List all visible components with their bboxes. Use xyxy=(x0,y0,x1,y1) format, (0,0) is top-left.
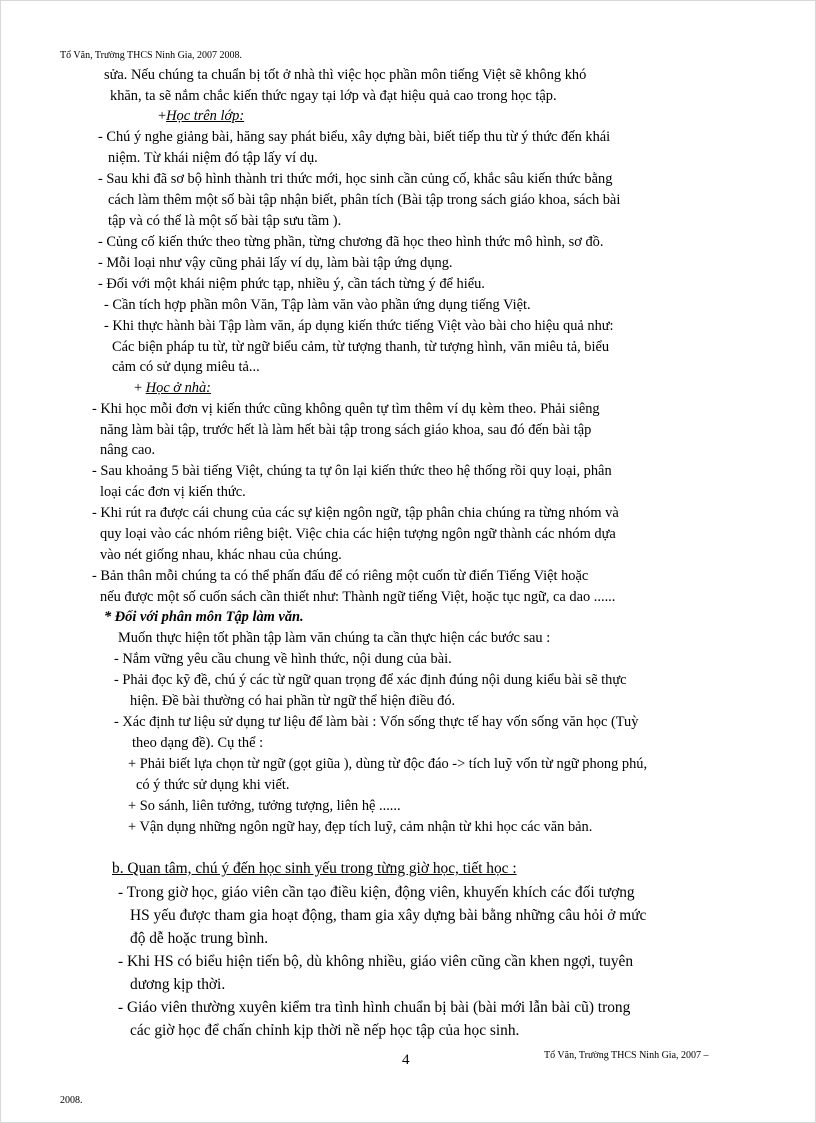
text-line: cách làm thêm một số bài tập nhận biết, phân tích (Bài tập trong sách giáo khoa, sách bài xyxy=(108,192,621,208)
text-line: Các biện pháp tu từ, từ ngữ biểu cảm, từ tượng thanh, từ tượng hình, văn miêu tả, biểu xyxy=(112,339,610,355)
text-line: có ý thức sử dụng khi viết. xyxy=(136,777,290,793)
text-line: - Củng cố kiến thức theo từng phần, từng chương đã học theo hình thức mô hình, sơ đồ. xyxy=(98,234,604,250)
footer-text: Tổ Văn, Trường THCS Ninh Gia, 2007 – xyxy=(544,1050,709,1061)
text-line: Muốn thực hiện tốt phần tập làm văn chúng ta cần thực hiện các bước sau : xyxy=(118,630,551,646)
text-line: - Khi HS có biểu hiện tiến bộ, dù không nhiều, giáo viên cũng cần khen ngợi, tuyên xyxy=(118,953,634,970)
text-line: theo dạng đề). Cụ thể : xyxy=(132,735,264,751)
text-line: quy loại vào các nhóm riêng biệt. Việc chia các hiện tượng ngôn ngữ thành các nhóm dựa xyxy=(100,526,616,542)
text-line: loại các đơn vị kiến thức. xyxy=(100,484,246,500)
text-line: hiện. Đề bài thường có hai phần từ ngữ thể hiện điều đó. xyxy=(130,693,456,709)
text-line: tập và có thể là một số bài tập sưu tầm ). xyxy=(108,213,342,229)
text-line: - Sau khoảng 5 bài tiếng Việt, chúng ta tự ôn lại kiến thức theo hệ thống rồi quy loại, phân xyxy=(92,463,612,479)
text-line: khăn, ta sẽ nắm chắc kiến thức ngay tại lớp và đạt hiệu quả cao trong học tập. xyxy=(110,88,557,104)
text-line: - Phải đọc kỹ đề, chú ý các từ ngữ quan trọng để xác định đúng nội dung kiểu bài sẽ thực xyxy=(114,672,627,688)
text-line: nếu được một số cuốn sách cần thiết như: Thành ngữ tiếng Việt, hoặc tục ngữ, ca dao ...... xyxy=(100,589,616,605)
text-line: + So sánh, liên tưởng, tưởng tượng, liên hệ ...... xyxy=(128,798,401,814)
text-line: HS yếu được tham gia hoạt động, tham gia xây dựng bài bằng những câu hỏi ở mức xyxy=(130,907,647,924)
text-line: - Khi học mỗi đơn vị kiến thức cũng không quên tự tìm thêm ví dụ kèm theo. Phải siêng xyxy=(92,401,600,417)
text-line: sửa. Nếu chúng ta chuẩn bị tốt ở nhà thì việc học phần môn tiếng Việt sẽ không khó xyxy=(104,67,587,83)
text-line: - Mỗi loại như vậy cũng phải lấy ví dụ, làm bài tập ứng dụng. xyxy=(98,255,453,271)
text-line: - Sau khi đã sơ bộ hình thành tri thức mới, học sinh cần củng cố, khắc sâu kiến thức bằng xyxy=(98,171,613,187)
text-line: năng làm bài tập, trước hết là làm hết bài tập trong sách giáo khoa, sau đó đến bài tập xyxy=(100,422,592,438)
section-heading-hoc-o-nha: Học ở nhà: xyxy=(145,380,211,396)
section-heading-hoc-tren-lop: Học trên lớp: xyxy=(166,108,245,124)
text-line: các giờ học để chấn chỉnh kịp thời nề nếp học tập của học sinh. xyxy=(130,1022,520,1039)
text-line: + Vận dụng những ngôn ngữ hay, đẹp tích luỹ, cảm nhận từ khi học các văn bản. xyxy=(128,819,593,835)
text-line: - Khi thực hành bài Tập làm văn, áp dụng kiến thức tiếng Việt vào bài cho hiệu quả như: xyxy=(104,318,614,334)
text-line: cảm có sử dụng miêu tả... xyxy=(112,359,260,375)
text-line: - Nắm vững yêu cầu chung về hình thức, nội dung của bài. xyxy=(114,651,452,667)
text-line: nâng cao. xyxy=(100,442,156,458)
text-line: - Cần tích hợp phần môn Văn, Tập làm văn vào phần ứng dụng tiếng Việt. xyxy=(104,297,531,313)
text-line: - Đối với một khái niệm phức tạp, nhiều ý, cần tách từng ý để hiểu. xyxy=(98,276,485,292)
text-line: dương kịp thời. xyxy=(130,976,226,993)
page-header: Tổ Văn, Trường THCS Ninh Gia, 2007 2008. xyxy=(60,50,243,61)
page-number: 4 xyxy=(402,1052,410,1068)
text-line: - Chú ý nghe giảng bài, hăng say phát biểu, xây dựng bài, biết tiếp thu từ ý thức đến khái xyxy=(98,129,611,145)
text-line: niệm. Từ khái niệm đó tập lấy ví dụ. xyxy=(108,150,318,166)
text-line: - Xác định tư liệu sử dụng tư liệu để làm bài : Vốn sống thực tế hay vốn sống văn học (Tuỳ xyxy=(114,714,639,730)
text-line: độ dễ hoặc trung bình. xyxy=(130,930,269,947)
section-heading-tap-lam-van: * Đối với phân môn Tập làm văn. xyxy=(104,609,304,625)
footer-text-continued: 2008. xyxy=(60,1095,83,1106)
text-line: - Bản thân mỗi chúng ta có thể phấn đấu để có riêng một cuốn từ điển Tiếng Việt hoặc xyxy=(92,568,589,584)
section-heading-hoc-sinh-yeu: b. Quan tâm, chú ý đến học sinh yếu trong từng giờ học, tiết học : xyxy=(112,860,517,877)
text-line: +Học trên lớp: xyxy=(158,108,245,124)
text-line: - Khi rút ra được cái chung của các sự kiện ngôn ngữ, tập phân chia chúng ra từng nhóm và xyxy=(92,505,619,521)
text-line: - Trong giờ học, giáo viên cần tạo điều kiện, động viên, khuyến khích các đối tượng xyxy=(118,884,635,901)
text-line: + Học ở nhà: xyxy=(134,380,211,396)
text-line: vào nét giống nhau, khác nhau của chúng. xyxy=(100,547,342,563)
text-line: + Phải biết lựa chọn từ ngữ (gọt giũa ), dùng từ độc đáo -> tích luỹ vốn từ ngữ phong phú, xyxy=(128,756,648,772)
text-line: - Giáo viên thường xuyên kiểm tra tình hình chuẩn bị bài (bài mới lẫn bài cũ) trong xyxy=(118,999,631,1016)
